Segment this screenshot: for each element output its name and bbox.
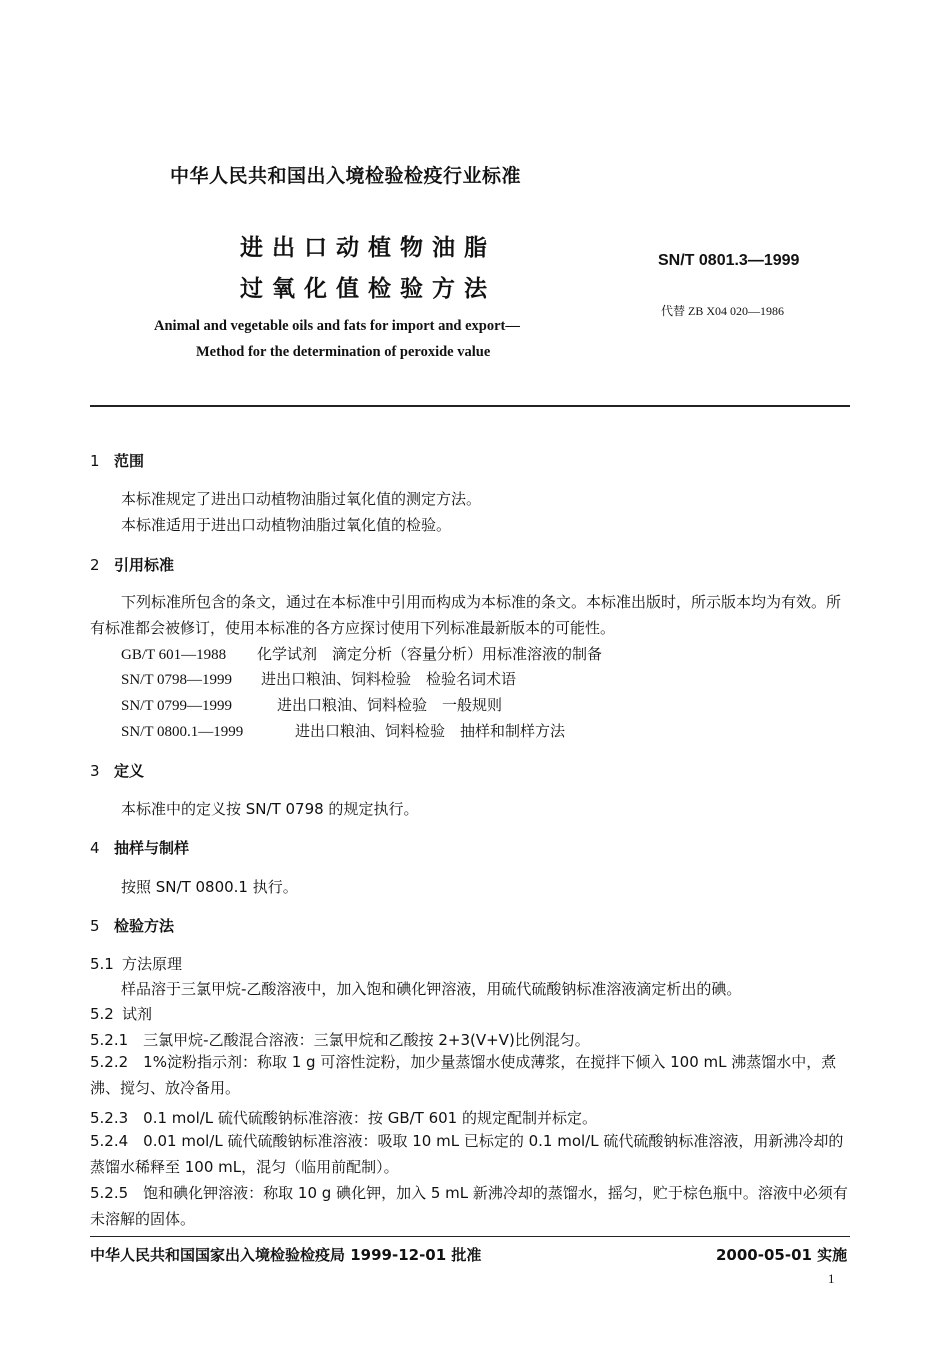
- title-en-line1: Animal and vegetable oils and fats for import and export—: [154, 318, 520, 334]
- section-2-heading: [90, 554, 174, 575]
- section-1-paragraph-2: 本标准适用于进出口动植物油脂过氧化值的检验。: [121, 516, 452, 534]
- footer-divider: [90, 1236, 850, 1237]
- item-5-2-3: 5.2.3 0.1 mol/L 硫代硫酸钠标准溶液：按 GB/T 601 的规定配制并标定。: [90, 1109, 597, 1127]
- section-3-paragraph: 本标准中的定义按 SN/T 0798 的规定执行。: [121, 800, 419, 818]
- reference-title: 进出口粮油、饲料检验 检验名词术语: [261, 670, 517, 688]
- reference-item: [121, 668, 516, 689]
- subsection-5-2-title: 试剂: [122, 1005, 153, 1023]
- item-5-2-1: 5.2.1 三氯甲烷-乙酸混合溶液：三氯甲烷和乙酸按 2+3(V+V)比例混匀。: [90, 1031, 590, 1049]
- title-en-line2: Method for the determination of peroxide value: [196, 344, 491, 360]
- replaces-standard: 代替 ZB X04 020—1986: [661, 304, 785, 318]
- section-1-number: 1: [90, 452, 100, 470]
- section-4-heading: [90, 837, 189, 858]
- reference-item: [121, 694, 502, 715]
- section-2-intro: 下列标准所包含的条文，通过在本标准中引用而构成为本标准的条文。本标准出版时，所示版本均为有效。所有标准都会被修订，使用本标准的各方应探讨使用下列标准最新版本的可能性。: [90, 593, 842, 637]
- issuing-organization: 中华人民共和国出入境检验检疫行业标准: [170, 165, 522, 187]
- reference-title: 进出口粮油、饲料检验 一般规则: [277, 696, 503, 714]
- item-5-2-2: 5.2.2 1%淀粉指示剂：称取 1 g 可溶性淀粉，加少量蒸馏水使成薄浆，在搅拌下倾入 100 mL 沸蒸馏水中，煮沸、搅匀、放冷备用。: [90, 1053, 837, 1097]
- section-3-heading: [90, 760, 144, 781]
- section-1-heading: [90, 450, 144, 471]
- reference-code: GB/T 601—1988: [121, 647, 227, 663]
- section-1-title: 范围: [114, 452, 145, 470]
- approval-line: 中华人民共和国国家出入境检验检疫局 1999-12-01 批准: [90, 1246, 482, 1264]
- title-zh-line1: 进出口动植物油脂: [240, 235, 496, 261]
- reference-code: SN/T 0798—1999: [121, 672, 232, 688]
- subsection-5-2-number: 5.2: [90, 1005, 114, 1023]
- item-5-2-5: 5.2.5 饱和碘化钾溶液：称取 10 g 碘化钾，加入 5 mL 新沸冷却的蒸馏水，摇匀，贮于棕色瓶中。溶液中必须有未溶解的固体。: [90, 1184, 848, 1228]
- page-number: 1: [828, 1271, 835, 1286]
- reference-code: SN/T 0800.1—1999: [121, 724, 244, 740]
- standard-number: SN/T 0801.3—1999: [658, 252, 800, 269]
- section-5-heading: [90, 915, 174, 936]
- section-4-title: 抽样与制样: [114, 839, 190, 857]
- section-2-title: 引用标准: [114, 556, 175, 574]
- reference-item: [121, 643, 602, 664]
- header-divider: [90, 405, 850, 407]
- section-3-title: 定义: [114, 762, 145, 780]
- section-2-number: 2: [90, 556, 100, 574]
- subsection-5-1-number: 5.1: [90, 955, 114, 973]
- section-5-title: 检验方法: [114, 917, 175, 935]
- reference-code: SN/T 0799—1999: [121, 698, 232, 714]
- implementation-date: 2000-05-01 实施: [716, 1246, 848, 1264]
- subsection-5-2-heading: [90, 1003, 152, 1024]
- reference-title: 化学试剂 滴定分析（容量分析）用标准溶液的制备: [257, 645, 603, 663]
- reference-title: 进出口粮油、饲料检验 抽样和制样方法: [295, 722, 566, 740]
- section-5-number: 5: [90, 917, 100, 935]
- reference-item: [121, 720, 565, 741]
- title-zh-line2: 过氧化值检验方法: [240, 276, 496, 302]
- section-4-number: 4: [90, 839, 100, 857]
- section-1-paragraph-1: 本标准规定了进出口动植物油脂过氧化值的测定方法。: [121, 490, 482, 508]
- section-4-paragraph: 按照 SN/T 0800.1 执行。: [121, 878, 298, 896]
- item-5-2-4: 5.2.4 0.01 mol/L 硫代硫酸钠标准溶液：吸取 10 mL 已标定的 0.1 mol/L 硫代硫酸钠标准溶液，用新沸冷却的蒸馏水稀释至 100 mL，混匀（临用前配制）。: [90, 1132, 844, 1176]
- subsection-5-1-heading: [90, 953, 182, 974]
- subsection-5-1-title: 方法原理: [122, 955, 183, 973]
- section-3-number: 3: [90, 762, 100, 780]
- subsection-5-1-text: 样品溶于三氯甲烷-乙酸溶液中，加入饱和碘化钾溶液，用硫代硫酸钠标准溶液滴定析出的碘。: [121, 980, 742, 998]
